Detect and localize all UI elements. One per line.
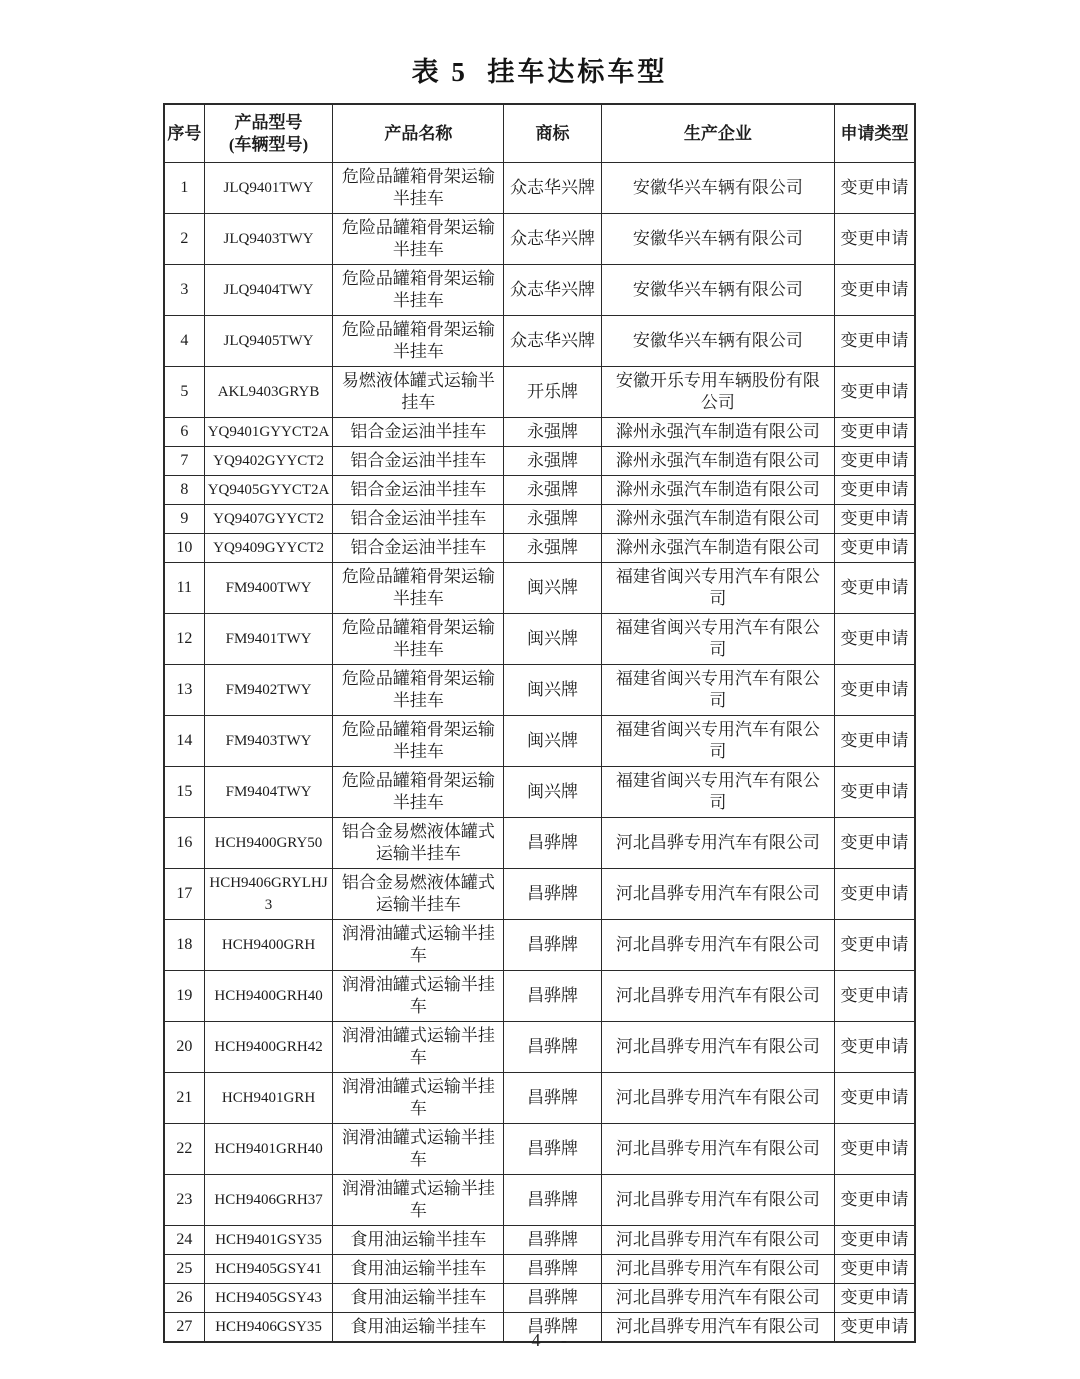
cell-model: JLQ9403TWY — [204, 214, 333, 265]
column-header-name — [333, 104, 504, 163]
cell-name: 铝合金运油半挂车 — [333, 534, 504, 563]
table-title: 表 5 挂车达标车型 — [411, 57, 668, 87]
cell-name: 危险品罐箱骨架运输半挂车 — [333, 716, 504, 767]
cell-app-type: 变更申请 — [835, 767, 915, 818]
cell-model: YQ9402GYYCT2 — [204, 447, 333, 476]
cell-no: 26 — [164, 1284, 204, 1313]
cell-manufacturer: 河北昌骅专用汽车有限公司 — [601, 869, 834, 920]
cell-app-type: 变更申请 — [835, 214, 915, 265]
table-row — [164, 1226, 915, 1255]
cell-model: FM9402TWY — [204, 665, 333, 716]
cell-brand: 昌骅牌 — [504, 1255, 602, 1284]
table-row — [164, 476, 915, 505]
cell-manufacturer: 河北昌骅专用汽车有限公司 — [601, 818, 834, 869]
cell-manufacturer: 滁州永强汽车制造有限公司 — [601, 476, 834, 505]
cell-no: 25 — [164, 1255, 204, 1284]
cell-app-type: 变更申请 — [835, 476, 915, 505]
header-row — [164, 104, 915, 163]
cell-app-type: 变更申请 — [835, 1175, 915, 1226]
table-row — [164, 563, 915, 614]
header-label: 申请类型 — [840, 123, 909, 143]
cell-no: 20 — [164, 1022, 204, 1073]
cell-brand: 闽兴牌 — [504, 767, 602, 818]
cell-brand: 永强牌 — [504, 505, 602, 534]
cell-app-type: 变更申请 — [835, 920, 915, 971]
table-row — [164, 869, 915, 920]
cell-manufacturer: 河北昌骅专用汽车有限公司 — [601, 1284, 834, 1313]
cell-brand: 昌骅牌 — [504, 818, 602, 869]
cell-model: HCH9400GRH40 — [204, 971, 333, 1022]
table-row — [164, 1255, 915, 1284]
cell-app-type: 变更申请 — [835, 971, 915, 1022]
cell-model: HCH9406GSY35 — [204, 1313, 333, 1343]
cell-manufacturer: 河北昌骅专用汽车有限公司 — [601, 1255, 834, 1284]
cell-name: 危险品罐箱骨架运输半挂车 — [333, 163, 504, 214]
table-row — [164, 1073, 915, 1124]
column-header-model — [204, 104, 333, 163]
cell-no: 3 — [164, 265, 204, 316]
cell-app-type: 变更申请 — [835, 563, 915, 614]
cell-app-type: 变更申请 — [835, 1124, 915, 1175]
table-row — [164, 1284, 915, 1313]
table-row — [164, 418, 915, 447]
cell-no: 24 — [164, 1226, 204, 1255]
cell-model: JLQ9404TWY — [204, 265, 333, 316]
cell-manufacturer: 河北昌骅专用汽车有限公司 — [601, 1313, 834, 1343]
cell-name: 润滑油罐式运输半挂车 — [333, 971, 504, 1022]
cell-brand: 昌骅牌 — [504, 1073, 602, 1124]
cell-app-type: 变更申请 — [835, 1313, 915, 1343]
cell-model: YQ9405GYYCT2A — [204, 476, 333, 505]
table-row — [164, 1022, 915, 1073]
cell-name: 食用油运输半挂车 — [333, 1255, 504, 1284]
cell-app-type: 变更申请 — [835, 1226, 915, 1255]
cell-model: FM9401TWY — [204, 614, 333, 665]
cell-app-type: 变更申请 — [835, 869, 915, 920]
cell-brand: 永强牌 — [504, 447, 602, 476]
cell-model: AKL9403GRYB — [204, 367, 333, 418]
cell-name: 危险品罐箱骨架运输半挂车 — [333, 614, 504, 665]
cell-model: JLQ9405TWY — [204, 316, 333, 367]
cell-manufacturer: 河北昌骅专用汽车有限公司 — [601, 1175, 834, 1226]
cell-no: 17 — [164, 869, 204, 920]
header-label: 产品型号 — [234, 112, 303, 132]
cell-manufacturer: 河北昌骅专用汽车有限公司 — [601, 920, 834, 971]
cell-manufacturer: 滁州永强汽车制造有限公司 — [601, 505, 834, 534]
cell-manufacturer: 滁州永强汽车制造有限公司 — [601, 447, 834, 476]
table-row — [164, 163, 915, 214]
table-row — [164, 316, 915, 367]
table-row — [164, 214, 915, 265]
cell-no: 10 — [164, 534, 204, 563]
cell-model: FM9403TWY — [204, 716, 333, 767]
cell-no: 6 — [164, 418, 204, 447]
cell-app-type: 变更申请 — [835, 716, 915, 767]
column-header-manufacturer — [601, 104, 834, 163]
cell-app-type: 变更申请 — [835, 614, 915, 665]
cell-manufacturer: 滁州永强汽车制造有限公司 — [601, 534, 834, 563]
cell-brand: 众志华兴牌 — [504, 163, 602, 214]
cell-brand: 昌骅牌 — [504, 1284, 602, 1313]
table-row — [164, 818, 915, 869]
cell-manufacturer: 福建省闽兴专用汽车有限公司 — [601, 614, 834, 665]
cell-brand: 昌骅牌 — [504, 971, 602, 1022]
cell-manufacturer: 河北昌骅专用汽车有限公司 — [601, 1022, 834, 1073]
table-row — [164, 447, 915, 476]
cell-brand: 昌骅牌 — [504, 1226, 602, 1255]
cell-model: HCH9401GRH40 — [204, 1124, 333, 1175]
cell-name: 食用油运输半挂车 — [333, 1226, 504, 1255]
cell-brand: 昌骅牌 — [504, 1022, 602, 1073]
header-label: 序号 — [167, 123, 202, 143]
cell-manufacturer: 河北昌骅专用汽车有限公司 — [601, 1124, 834, 1175]
header-label: 商标 — [535, 123, 570, 143]
cell-name: 危险品罐箱骨架运输半挂车 — [333, 665, 504, 716]
cell-manufacturer: 安徽华兴车辆有限公司 — [601, 316, 834, 367]
cell-app-type: 变更申请 — [835, 818, 915, 869]
cell-no: 4 — [164, 316, 204, 367]
cell-brand: 闽兴牌 — [504, 716, 602, 767]
cell-app-type: 变更申请 — [835, 265, 915, 316]
cell-app-type: 变更申请 — [835, 163, 915, 214]
table-row — [164, 505, 915, 534]
cell-no: 8 — [164, 476, 204, 505]
cell-no: 9 — [164, 505, 204, 534]
cell-app-type: 变更申请 — [835, 1255, 915, 1284]
cell-brand: 永强牌 — [504, 534, 602, 563]
cell-no: 14 — [164, 716, 204, 767]
header-label: (车辆型号) — [228, 134, 309, 154]
cell-name: 食用油运输半挂车 — [333, 1284, 504, 1313]
table-row — [164, 716, 915, 767]
cell-no: 12 — [164, 614, 204, 665]
cell-brand: 众志华兴牌 — [504, 316, 602, 367]
cell-model: HCH9401GRH — [204, 1073, 333, 1124]
cell-model: YQ9409GYYCT2 — [204, 534, 333, 563]
cell-model: HCH9400GRH42 — [204, 1022, 333, 1073]
cell-app-type: 变更申请 — [835, 505, 915, 534]
cell-no: 11 — [164, 563, 204, 614]
cell-no: 22 — [164, 1124, 204, 1175]
cell-manufacturer: 福建省闽兴专用汽车有限公司 — [601, 767, 834, 818]
cell-model: HCH9405GSY43 — [204, 1284, 333, 1313]
cell-no: 15 — [164, 767, 204, 818]
cell-brand: 昌骅牌 — [504, 920, 602, 971]
cell-model: YQ9401GYYCT2A — [204, 418, 333, 447]
cell-brand: 昌骅牌 — [504, 1124, 602, 1175]
cell-no: 16 — [164, 818, 204, 869]
cell-name: 铝合金运油半挂车 — [333, 447, 504, 476]
cell-name: 润滑油罐式运输半挂车 — [333, 920, 504, 971]
cell-app-type: 变更申请 — [835, 1284, 915, 1313]
cell-name: 危险品罐箱骨架运输半挂车 — [333, 214, 504, 265]
cell-brand: 昌骅牌 — [504, 1175, 602, 1226]
cell-manufacturer: 河北昌骅专用汽车有限公司 — [601, 1073, 834, 1124]
cell-model: HCH9400GRH — [204, 920, 333, 971]
cell-name: 铝合金运油半挂车 — [333, 418, 504, 447]
table-row — [164, 614, 915, 665]
column-header-no — [164, 104, 204, 163]
page-number: - 4 - — [505, 1330, 575, 1350]
cell-app-type: 变更申请 — [835, 447, 915, 476]
cell-no: 1 — [164, 163, 204, 214]
table-row — [164, 920, 915, 971]
cell-model: JLQ9401TWY — [204, 163, 333, 214]
table-row — [164, 665, 915, 716]
cell-model: HCH9405GSY41 — [204, 1255, 333, 1284]
cell-name: 铝合金易燃液体罐式运输半挂车 — [333, 869, 504, 920]
cell-no: 7 — [164, 447, 204, 476]
header-label: 生产企业 — [683, 123, 752, 143]
cell-manufacturer: 河北昌骅专用汽车有限公司 — [601, 1226, 834, 1255]
cell-model: HCH9400GRY50 — [204, 818, 333, 869]
cell-no: 21 — [164, 1073, 204, 1124]
cell-no: 27 — [164, 1313, 204, 1343]
cell-name: 危险品罐箱骨架运输半挂车 — [333, 265, 504, 316]
cell-no: 5 — [164, 367, 204, 418]
cell-model: HCH9401GSY35 — [204, 1226, 333, 1255]
cell-model: HCH9406GRH37 — [204, 1175, 333, 1226]
cell-name: 润滑油罐式运输半挂车 — [333, 1022, 504, 1073]
cell-brand: 昌骅牌 — [504, 1313, 602, 1343]
cell-app-type: 变更申请 — [835, 316, 915, 367]
cell-manufacturer: 河北昌骅专用汽车有限公司 — [601, 971, 834, 1022]
cell-name: 危险品罐箱骨架运输半挂车 — [333, 563, 504, 614]
cell-name: 铝合金易燃液体罐式运输半挂车 — [333, 818, 504, 869]
table-row — [164, 534, 915, 563]
cell-name: 铝合金运油半挂车 — [333, 505, 504, 534]
cell-app-type: 变更申请 — [835, 665, 915, 716]
cell-app-type: 变更申请 — [835, 418, 915, 447]
cell-app-type: 变更申请 — [835, 367, 915, 418]
cell-manufacturer: 福建省闽兴专用汽车有限公司 — [601, 716, 834, 767]
cell-no: 23 — [164, 1175, 204, 1226]
cell-name: 铝合金运油半挂车 — [333, 476, 504, 505]
cell-name: 危险品罐箱骨架运输半挂车 — [333, 767, 504, 818]
cell-name: 危险品罐箱骨架运输半挂车 — [333, 316, 504, 367]
cell-app-type: 变更申请 — [835, 1022, 915, 1073]
cell-name: 易燃液体罐式运输半挂车 — [333, 367, 504, 418]
cell-app-type: 变更申请 — [835, 1073, 915, 1124]
column-header-app-type — [835, 104, 915, 163]
cell-model: FM9404TWY — [204, 767, 333, 818]
cell-manufacturer: 安徽华兴车辆有限公司 — [601, 163, 834, 214]
cell-app-type: 变更申请 — [835, 534, 915, 563]
cell-brand: 开乐牌 — [504, 367, 602, 418]
cell-name: 润滑油罐式运输半挂车 — [333, 1124, 504, 1175]
cell-brand: 昌骅牌 — [504, 869, 602, 920]
cell-brand: 众志华兴牌 — [504, 265, 602, 316]
cell-model: FM9400TWY — [204, 563, 333, 614]
table-row — [164, 971, 915, 1022]
cell-model: HCH9406GRYLHJ3 — [204, 869, 333, 920]
cell-no: 2 — [164, 214, 204, 265]
cell-manufacturer: 安徽华兴车辆有限公司 — [601, 214, 834, 265]
table-row — [164, 1175, 915, 1226]
cell-no: 19 — [164, 971, 204, 1022]
table-row — [164, 1124, 915, 1175]
cell-no: 18 — [164, 920, 204, 971]
trailer-compliance-table — [163, 103, 916, 1343]
cell-name: 食用油运输半挂车 — [333, 1313, 504, 1343]
cell-manufacturer: 安徽华兴车辆有限公司 — [601, 265, 834, 316]
cell-no: 13 — [164, 665, 204, 716]
cell-brand: 闽兴牌 — [504, 665, 602, 716]
cell-brand: 闽兴牌 — [504, 563, 602, 614]
cell-brand: 永强牌 — [504, 476, 602, 505]
cell-brand: 闽兴牌 — [504, 614, 602, 665]
header-label: 产品名称 — [384, 123, 453, 143]
column-header-brand — [504, 104, 602, 163]
cell-manufacturer: 福建省闽兴专用汽车有限公司 — [601, 665, 834, 716]
cell-name: 润滑油罐式运输半挂车 — [333, 1073, 504, 1124]
cell-manufacturer: 安徽开乐专用车辆股份有限公司 — [601, 367, 834, 418]
table-row — [164, 767, 915, 818]
table-header — [164, 104, 915, 163]
cell-brand: 众志华兴牌 — [504, 214, 602, 265]
table-row — [164, 265, 915, 316]
table-body — [164, 163, 915, 1343]
cell-brand: 永强牌 — [504, 418, 602, 447]
cell-manufacturer: 滁州永强汽车制造有限公司 — [601, 418, 834, 447]
cell-name: 润滑油罐式运输半挂车 — [333, 1175, 504, 1226]
table-row — [164, 367, 915, 418]
cell-manufacturer: 福建省闽兴专用汽车有限公司 — [601, 563, 834, 614]
cell-model: YQ9407GYYCT2 — [204, 505, 333, 534]
